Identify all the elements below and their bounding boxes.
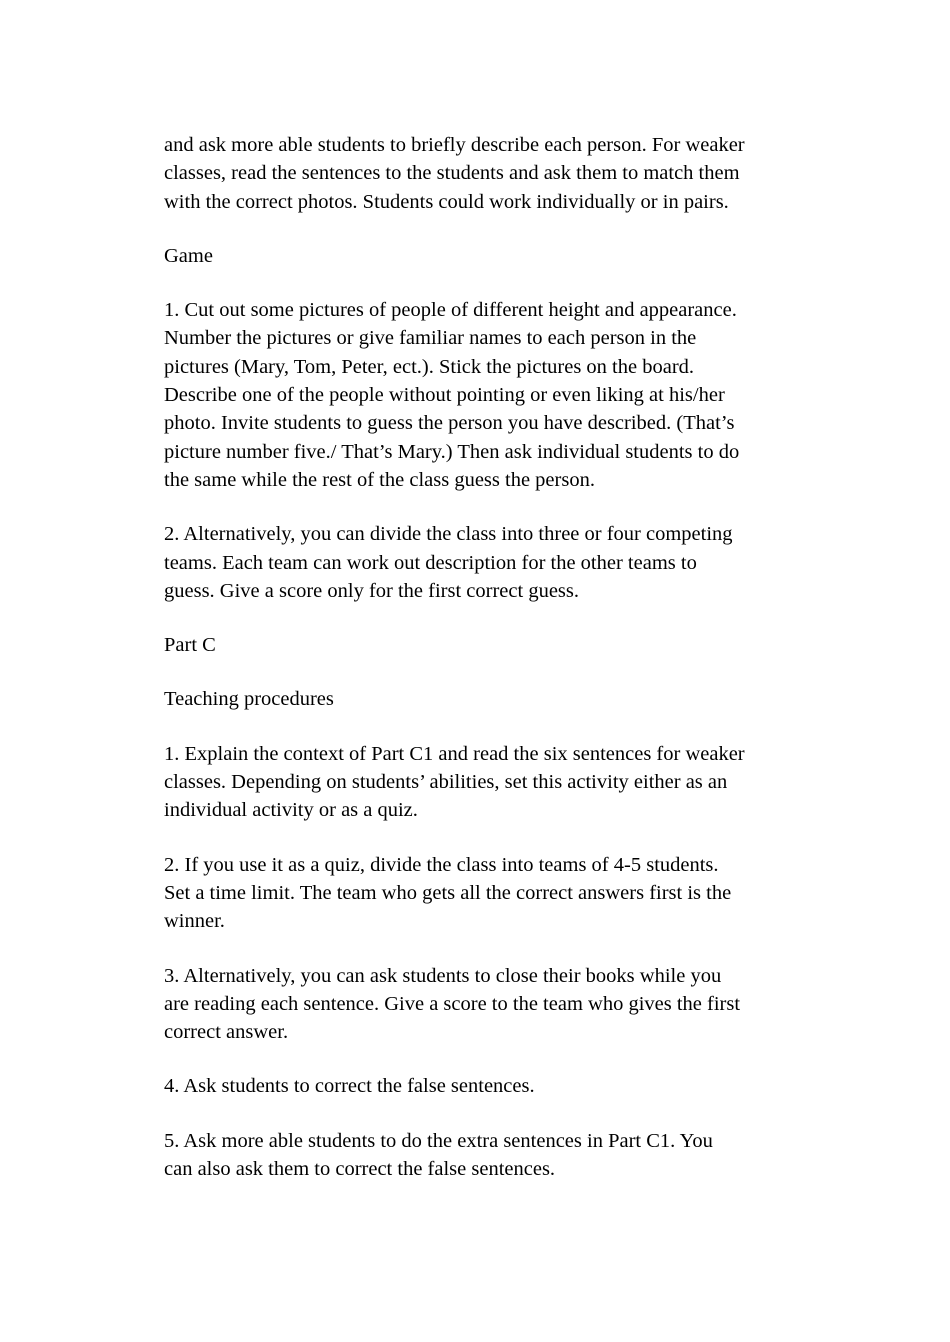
document-page — [164, 131, 794, 1209]
paragraph-procedure-5: 5. Ask more able students to do the extra sentences in Part C1. You can also ask them to correct the false sentences. — [164, 1129, 713, 1181]
paragraph-procedure-2: 2. If you use it as a quiz, divide the class into teams of 4-5 students. Set a time limit. The team who gets all the correct answers first is the winner. — [164, 853, 732, 933]
paragraph-procedure-1: 1. Explain the context of Part C1 and read the six sentences for weaker classes. Depending on students’ abilities, set this activity either as an individual activity or as a quiz. — [164, 742, 745, 822]
heading-part-c: Part C — [164, 634, 216, 657]
paragraph-game-step-2: 2. Alternatively, you can divide the class into three or four competing teams. Each team can work out description for the other teams to guess. Give a score only for the first correct guess. — [164, 523, 733, 602]
paragraph-procedure-3: 3. Alternatively, you can ask students to close their books while you are reading each sentence. Give a score to the team who gives the first correct answer. — [164, 964, 741, 1044]
paragraph-intro-continuation: and ask more able students to briefly describe each person. For weaker classes, read the sentences to the students and ask them to match them with the correct photos. Students could work individually or in pairs. — [164, 134, 745, 213]
heading-teaching-procedures: Teaching procedures — [164, 688, 334, 711]
paragraph-game-step-1: 1. Cut out some pictures of people of different height and appearance. Number the pictures or give familiar names to each person in the pictures (Mary, Tom, Peter, ect.). Stick the pictures on the board. Describe one of the people without pointing or even liking at his/her photo. Invite students to guess the person you have described. (That’s picture number five./ That’s Mary.) Then ask individual students to do the same while the rest of the class guess the person. — [164, 299, 740, 491]
paragraph-procedure-4: 4. Ask students to correct the false sentences. — [164, 1075, 535, 1098]
heading-game: Game — [164, 244, 213, 267]
